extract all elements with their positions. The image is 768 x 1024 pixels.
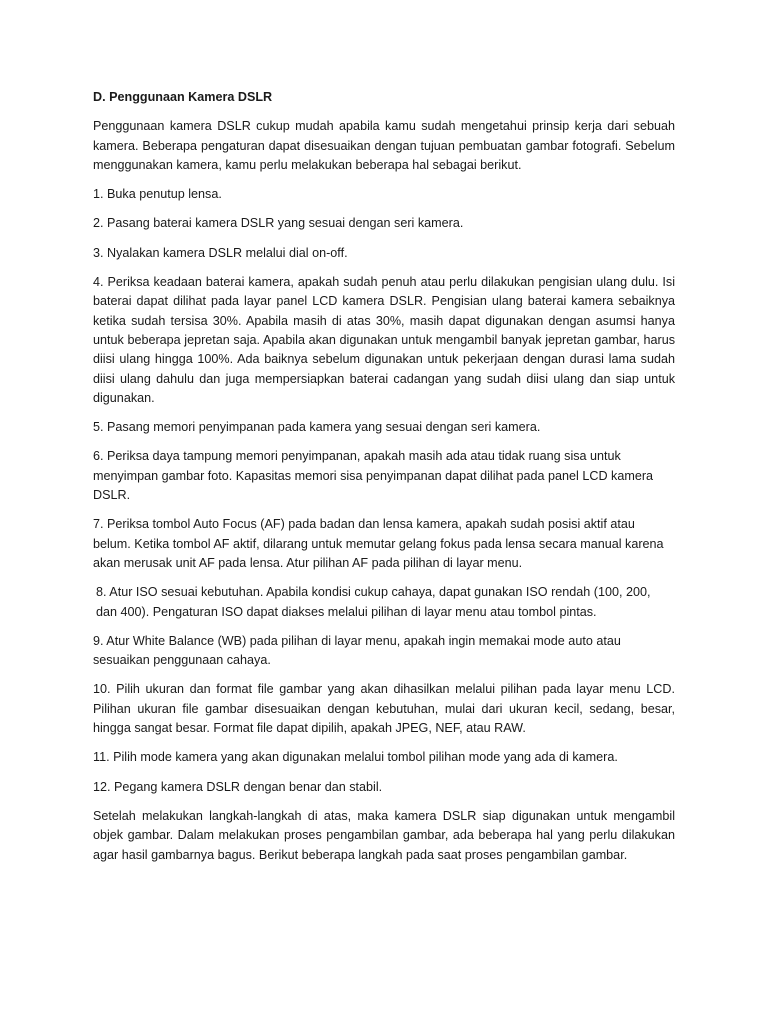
step-7: 7. Periksa tombol Auto Focus (AF) pada badan dan lensa kamera, apakah sudah posisi aktif atau belum. Ketika tombol AF aktif, dilarang untuk memutar gelang fokus pada lensa secara manual karena akan merusak unit AF pada lensa. Atur pilihan AF pada pilihan di layar menu. xyxy=(93,517,664,570)
step-6: 6. Periksa daya tampung memori penyimpanan, apakah masih ada atau tidak ruang sisa untuk menyimpan gambar foto. Kapasitas memori sisa penyimpanan dapat dilihat pada panel LCD kamera DSLR. xyxy=(93,449,654,503)
step-5: 5. Pasang memori penyimpanan pada kamera yang sesuai dengan seri kamera. xyxy=(93,420,541,435)
step-11: 11. Pilih mode kamera yang akan digunakan melalui tombol pilihan mode yang ada di kamera. xyxy=(93,750,618,765)
step-12: 12. Pegang kamera DSLR dengan benar dan stabil. xyxy=(93,779,383,794)
step-3: 3. Nyalakan kamera DSLR melalui dial on-off. xyxy=(93,245,348,260)
step-4: 4. Periksa keadaan baterai kamera, apakah sudah penuh atau perlu dilakukan pengisian ulang dulu. Isi baterai dapat dilihat pada layar panel LCD kamera DSLR. Pengisian ulang baterai kamera sebaiknya ketika sudah tersisa 30%. Apabila masih di atas 30%, masih dapat digunakan dengan asumsi hanya untuk beberapa jepretan saja. Apabila akan digunakan untuk mengambil banyak jepretan gambar, harus diisi ulang hingga 100%. Ada baiknya sebelum digunakan untuk pekerjaan dengan durasi lama sudah diisi ulang dahulu dan juga mempersiapkan baterai cadangan yang sudah diisi ulang dan siap untuk digunakan. xyxy=(93,275,675,405)
document-page xyxy=(93,88,675,875)
step-8: 8. Atur ISO sesuai kebutuhan. Apabila kondisi cukup cahaya, dapat gunakan ISO rendah (100, 200, dan 400). Pengaturan ISO dapat diakses melalui pilihan di layar menu atau tombol pintas. xyxy=(96,585,651,619)
step-2: 2. Pasang baterai kamera DSLR yang sesuai dengan seri kamera. xyxy=(93,216,464,231)
step-1: 1. Buka penutup lensa. xyxy=(93,187,222,202)
closing-paragraph: Setelah melakukan langkah-langkah di atas, maka kamera DSLR siap digunakan untuk mengambil objek gambar. Dalam melakukan proses pengambilan gambar, ada beberapa hal yang perlu dilakukan agar hasil gambarnya bagus. Berikut beberapa langkah pada saat proses pengambilan gambar. xyxy=(93,808,675,862)
section-heading: D. Penggunaan Kamera DSLR xyxy=(93,90,273,104)
intro-paragraph: Penggunaan kamera DSLR cukup mudah apabila kamu sudah mengetahui prinsip kerja dari sebuah kamera. Beberapa pengaturan dapat disesuaikan dengan tujuan pembuatan gambar fotografi. Sebelum menggunakan kamera, kamu perlu melakukan beberapa hal sebagai berikut. xyxy=(93,119,675,172)
step-10: 10. Pilih ukuran dan format file gambar yang akan dihasilkan melalui pilihan pada layar menu LCD. Pilihan ukuran file gambar disesuaikan dengan kebutuhan, mulai dari ukuran kecil, sedang, besar, hingga sangat besar. Format file dapat dipilih, apakah JPEG, NEF, atau RAW. xyxy=(93,682,675,736)
step-9: 9. Atur White Balance (WB) pada pilihan di layar menu, apakah ingin memakai mode auto atau sesuaikan penggunaan cahaya. xyxy=(93,633,621,668)
